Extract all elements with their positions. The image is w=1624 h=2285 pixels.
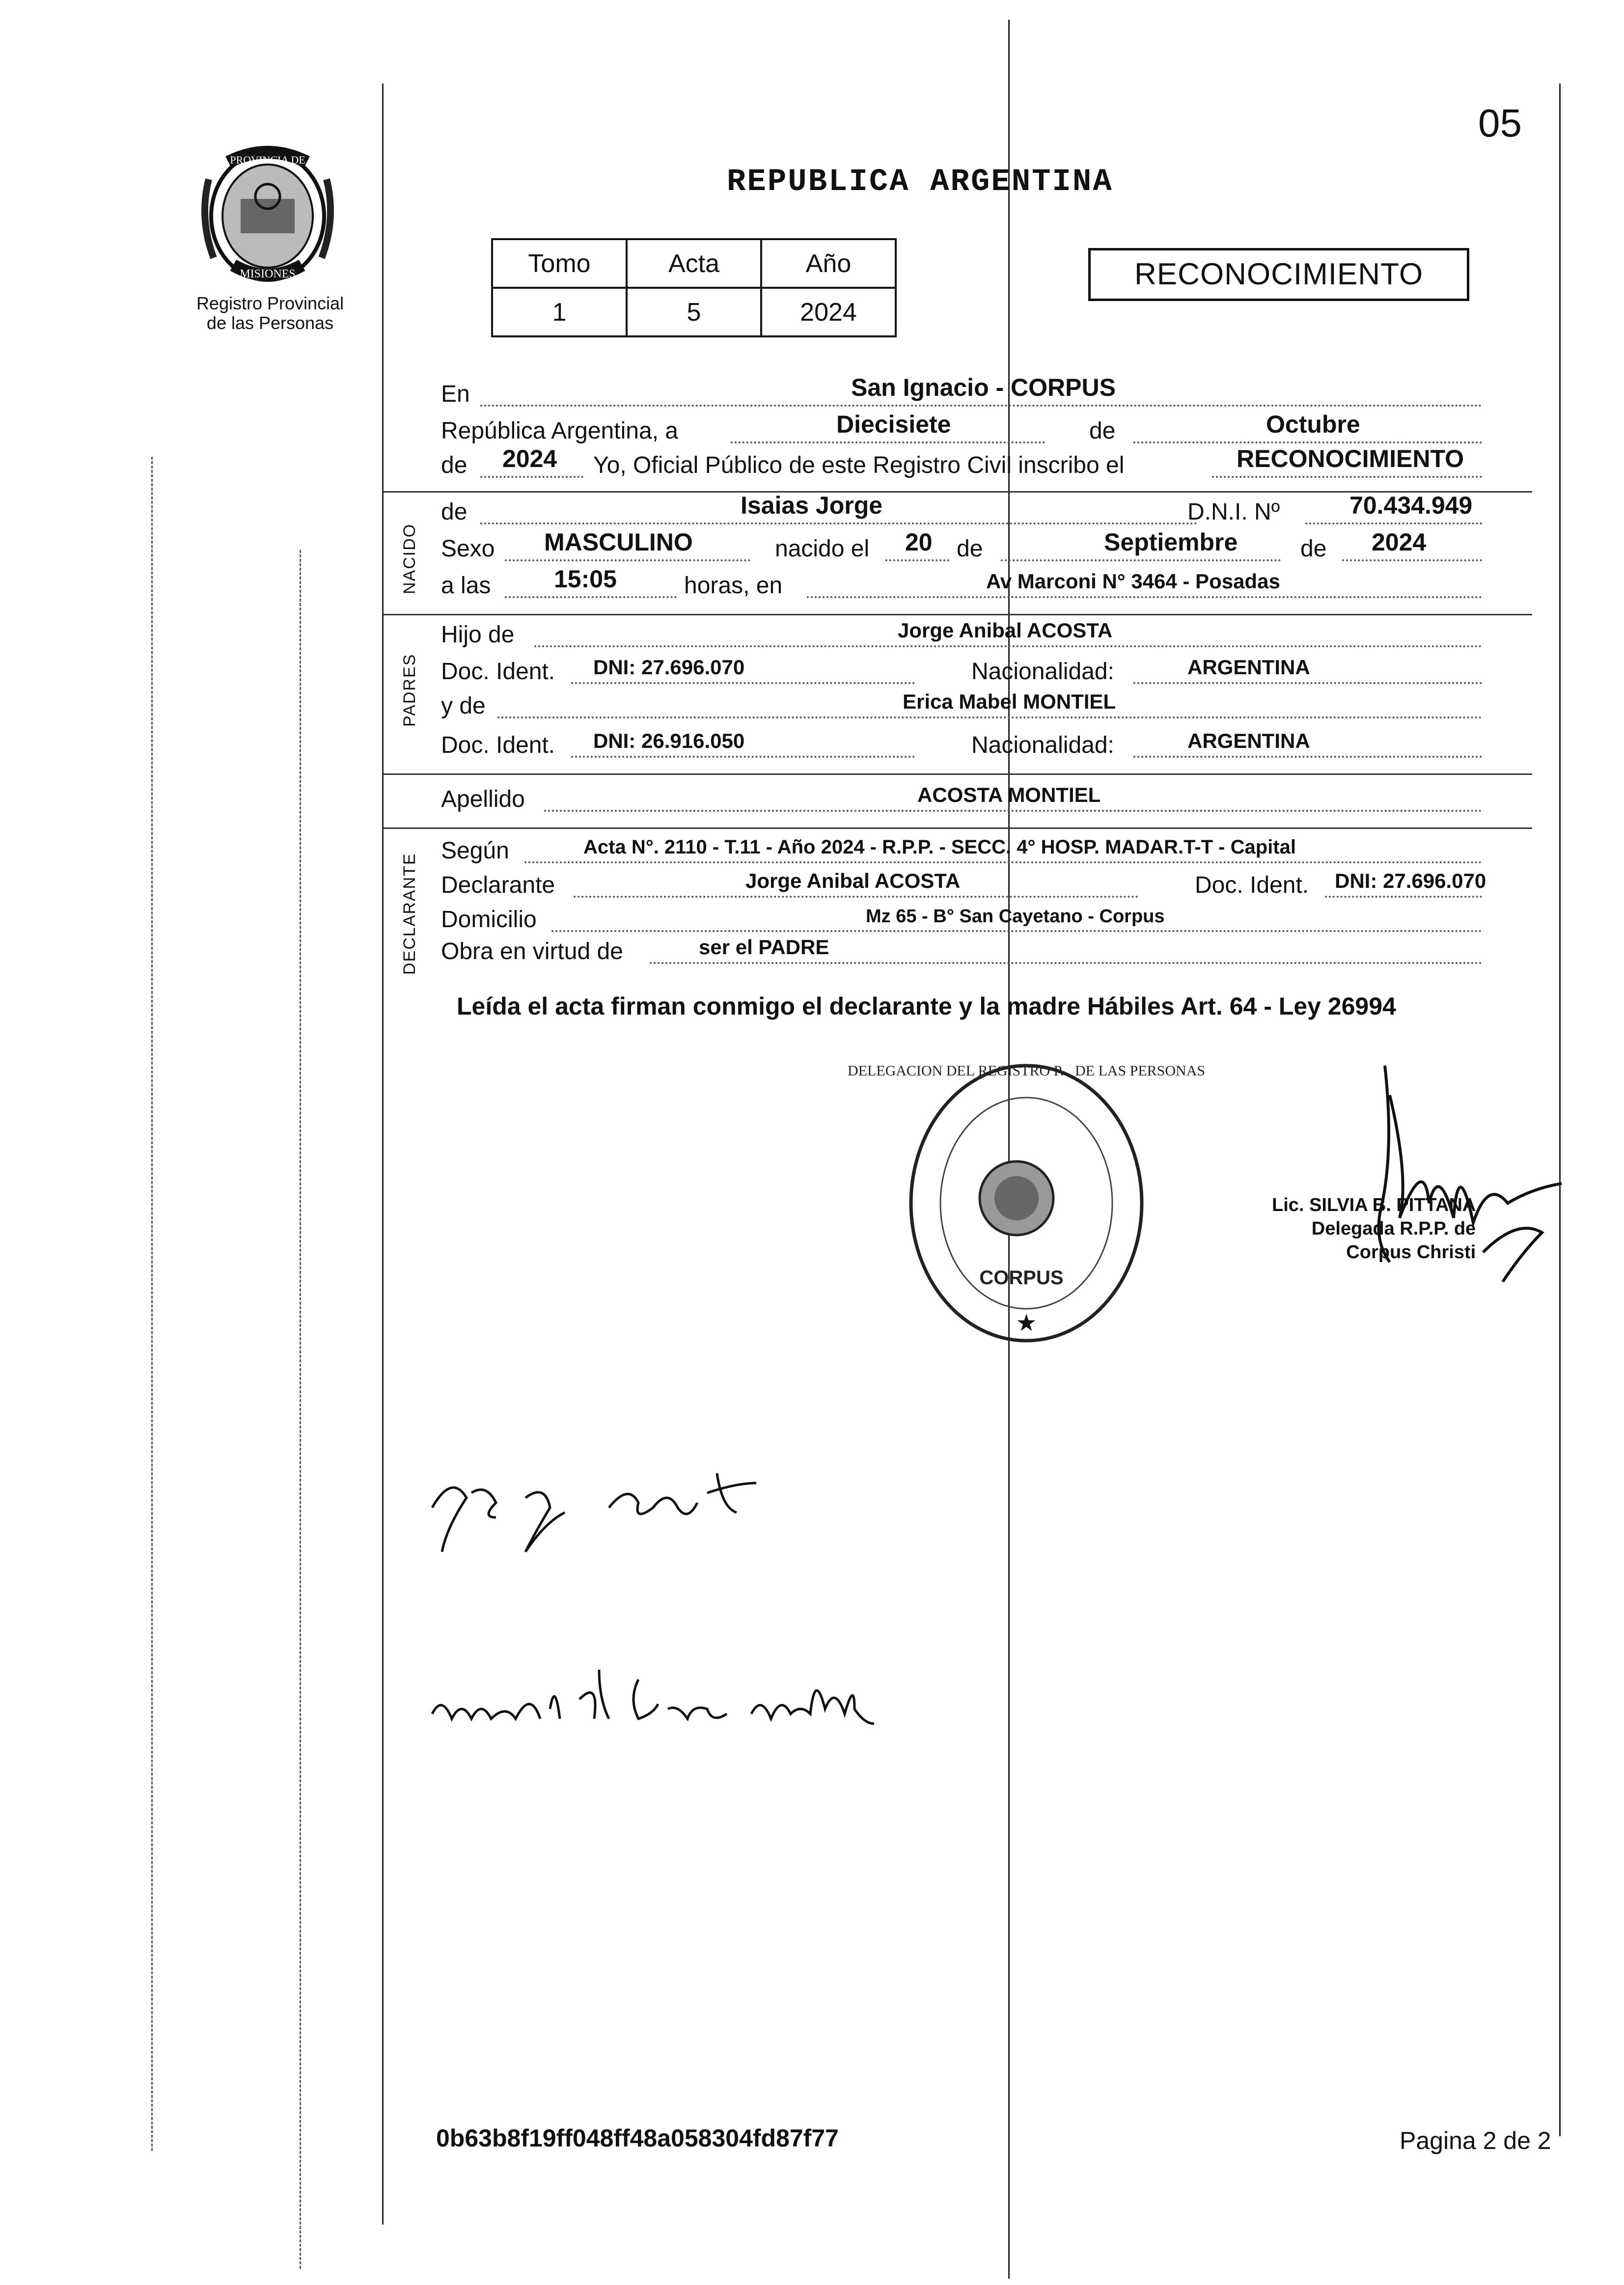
signer-location: Corpus Christi (1346, 1242, 1476, 1263)
registry-caption-line2: de las Personas (206, 313, 334, 333)
dotted-line (544, 810, 1482, 812)
province-coat-of-arms-logo (194, 140, 341, 287)
side-label-padres: PADRES (400, 653, 419, 727)
value-child-dni: 70.434.949 (1349, 492, 1473, 519)
document-hash: 0b63b8f19ff048ff48a058304fd87f77 (436, 2124, 839, 2152)
dotted-line (1133, 682, 1482, 684)
dotted-line (1133, 441, 1482, 443)
dotted-line (571, 756, 915, 758)
row-surname (441, 783, 1531, 818)
seal-center-text: CORPUS (979, 1267, 1064, 1289)
closing-statement: Leída el acta firman conmigo el declarante y la madre Hábiles Art. 64 - Ley 26994 (457, 992, 1396, 1020)
record-reference-table (491, 238, 897, 337)
page-number: 05 (1478, 101, 1522, 145)
label-nacido-el: nacido el (775, 536, 870, 562)
dotted-line (551, 930, 1482, 932)
value-declarante-name: Jorge Anibal ACOSTA (745, 869, 961, 892)
row-father-doc (441, 656, 1531, 690)
signer-title: Delegada R.P.P. de (1311, 1218, 1476, 1239)
value-birth-month: Septiembre (1104, 528, 1238, 556)
value-year: 2024 (502, 445, 557, 472)
dotted-line (480, 523, 1197, 524)
value-declarante-doc: DNI: 27.696.070 (1335, 869, 1486, 892)
dotted-line (571, 682, 915, 684)
value-mother-name: Erica Mabel MONTIEL (903, 690, 1116, 713)
value-record-type: RECONOCIMIENTO (1237, 445, 1464, 472)
mother-handwritten-signature (422, 1650, 913, 1758)
label-segun: Según (441, 838, 509, 864)
row-mother (441, 690, 1531, 724)
dotted-line (534, 645, 1482, 647)
label-de-3: de (441, 499, 468, 525)
label-nacionalidad-2: Nacionalidad: (971, 732, 1114, 758)
row-en (441, 374, 1531, 413)
registry-caption-line1: Registro Provincial (196, 293, 344, 313)
label-y-de: y de (441, 693, 486, 719)
table-value-tomo: 1 (492, 288, 627, 336)
row-mother-doc (441, 729, 1531, 764)
value-father-nationality: ARGENTINA (1187, 656, 1310, 679)
section-separator (383, 614, 1532, 615)
punch-margin-line (151, 457, 154, 2151)
row-declarante (441, 869, 1531, 904)
dotted-line (1305, 523, 1482, 524)
table-header-tomo: Tomo (492, 239, 627, 288)
dotted-line (885, 559, 949, 561)
dotted-line (505, 559, 750, 561)
label-nacionalidad: Nacionalidad: (971, 659, 1114, 685)
official-seal-stamp (847, 1056, 1206, 1350)
value-birth-year: 2024 (1372, 528, 1427, 556)
value-month: Octubre (1266, 411, 1360, 438)
punch-margin-line-2 (300, 550, 303, 2269)
row-segun (441, 835, 1531, 869)
dotted-line (650, 962, 1482, 964)
value-surname: ACOSTA MONTIEL (917, 783, 1101, 806)
value-obra: ser el PADRE (699, 936, 829, 959)
official-signer-block (1272, 1193, 1476, 1264)
table-value-acta: 5 (627, 288, 761, 336)
dotted-line (731, 441, 1045, 443)
label-de-5: de (1300, 536, 1327, 562)
label-horas-en: horas, en (684, 573, 783, 599)
section-separator (383, 827, 1532, 829)
side-label-declarante: DECLARANTE (400, 853, 419, 975)
dotted-line (505, 596, 677, 598)
label-de: de (1089, 418, 1116, 444)
row-father (441, 619, 1531, 653)
label-sexo: Sexo (441, 536, 495, 562)
value-birth-day: 20 (905, 528, 933, 556)
label-doc-ident-3: Doc. Ident. (1195, 872, 1309, 898)
value-birth-place: Av Marconi N° 3464 - Posadas (986, 570, 1280, 593)
row-time-place (441, 565, 1531, 604)
label-en: En (441, 381, 470, 407)
registry-caption (157, 294, 383, 333)
label-dni: D.N.I. Nº (1187, 499, 1280, 525)
label-republica: República Argentina, a (441, 418, 678, 444)
dotted-line (1212, 476, 1482, 478)
logo-bottom-text: MISIONES (240, 268, 296, 280)
seal-star-icon: ★ (1016, 1310, 1037, 1336)
record-type-box: RECONOCIMIENTO (1088, 248, 1469, 301)
dotted-line (480, 476, 583, 478)
logo-top-text: PROVINCIA DE (230, 154, 305, 166)
label-doc-ident: Doc. Ident. (441, 659, 555, 685)
dotted-line (524, 861, 1482, 863)
row-sex (441, 528, 1531, 567)
section-separator (383, 773, 1532, 775)
dotted-line (1001, 559, 1281, 561)
label-doc-ident-2: Doc. Ident. (441, 732, 555, 758)
value-sex: MASCULINO (544, 528, 693, 556)
value-birth-time: 15:05 (554, 565, 617, 593)
value-place: San Ignacio - CORPUS (851, 374, 1116, 401)
value-father-name: Jorge Anibal ACOSTA (898, 619, 1113, 642)
table-header-anio: Año (761, 239, 896, 288)
value-child-name: Isaias Jorge (741, 492, 883, 519)
label-declarante: Declarante (441, 872, 555, 898)
dotted-line (1133, 756, 1482, 758)
dotted-line (1325, 896, 1482, 898)
dotted-line (497, 716, 1482, 718)
label-a-las: a las (441, 573, 491, 599)
signer-name: Lic. SILVIA B. PITTANA (1272, 1195, 1476, 1215)
seal-ring-text: DELEGACION DEL REGISTRO P... DE LAS PERSONAS (847, 1063, 1206, 1079)
label-de-2: de (441, 452, 468, 478)
label-domicilio: Domicilio (441, 907, 537, 933)
label-apellido: Apellido (441, 786, 525, 812)
page-indicator: Pagina 2 de 2 (1400, 2127, 1551, 2154)
value-domicilio: Mz 65 - B° San Cayetano - Corpus (866, 906, 1165, 927)
table-value-anio: 2024 (761, 288, 896, 336)
dotted-line (480, 405, 1482, 407)
left-margin-rule (382, 83, 384, 2225)
dotted-line (1342, 559, 1482, 561)
label-obra-en-virtud: Obra en virtud de (441, 938, 623, 964)
row-year-type (441, 445, 1531, 484)
side-label-nacido: NACIDO (400, 523, 419, 594)
value-mother-nationality: ARGENTINA (1187, 729, 1310, 752)
row-name (441, 492, 1531, 530)
declarant-handwritten-signature (422, 1454, 825, 1567)
dotted-line (807, 596, 1482, 598)
table-header-acta: Acta (627, 239, 761, 288)
document-title: REPUBLICA ARGENTINA (727, 165, 1113, 200)
row-domicilio (441, 904, 1531, 938)
dotted-line (574, 896, 1138, 898)
official-signature-mark (1355, 1056, 1591, 1301)
value-father-doc: DNI: 27.696.070 (593, 656, 745, 679)
value-segun: Acta N°. 2110 - T.11 - Año 2024 - R.P.P. - SECC. 4° HOSP. MADAR.T-T - Capital (583, 836, 1296, 858)
value-day: Diecisiete (836, 411, 951, 438)
row-obra (441, 936, 1531, 970)
label-oficial-text: Yo, Oficial Público de este Registro Civil inscribo el (593, 452, 1125, 478)
value-mother-doc: DNI: 26.916.050 (593, 729, 745, 752)
label-hijo-de: Hijo de (441, 622, 515, 648)
label-de-4: de (957, 536, 983, 562)
